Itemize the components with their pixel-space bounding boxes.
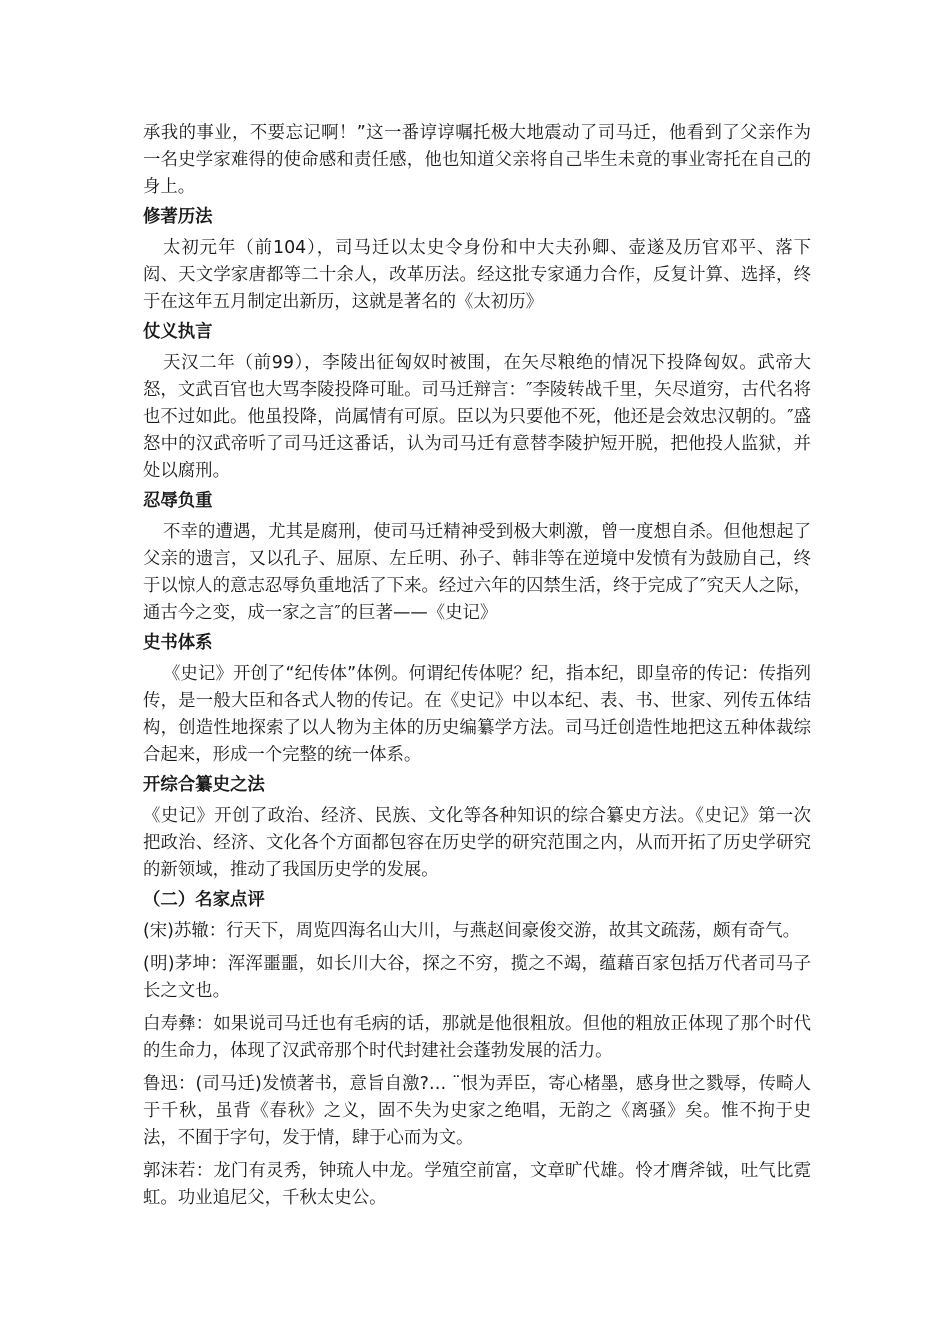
section-body-endurance: 不幸的遭遇，尤其是腐刑，使司马迁精神受到极大刺激，曾一度想自杀。但他想起了父亲的遗言，又以孔子、屈原、左丘明、孙子、韩非等在逆境中发愤有为鼓励自己，终于以惊人的意志忍辱负重地活了下来。经过六年的囚禁生活，终于完成了″究天人之际，通古今之变，成一家之言″的巨著——《史记》 <box>143 522 811 623</box>
reviews-heading: （二）名家点评 <box>143 890 265 910</box>
review-item-su-zhe: (宋)苏辙：行天下，周览四海名山大川，与燕赵间豪俊交游，故其文疏荡，颇有奇气。 <box>143 921 801 941</box>
review-item-mao-kun: (明)茅坤：浑浑噩噩，如长川大谷，探之不穷，揽之不竭，蕴藉百家包括万代者司马子长之文也。 <box>143 954 811 1001</box>
section-body-calendar: 太初元年（前104），司马迁以太史令身份和中大夫孙卿、壶遂及历官邓平、落下闳、天文学家唐都等二十余人，改革历法。经这批专家通力合作，反复计算、选择，终于在这年五月制定出新历，这就是著名的《太初历》 <box>143 238 811 312</box>
section-body-history-system: 《史记》开创了“纪传体”体例。何谓纪传体呢？纪，指本纪，即皇帝的传记：传指列传，是一般大臣和各式人物的传记。在《史记》中以本纪、表、书、世家、列传五体结构，创造性地探索了以人物为主体的历史编纂学方法。司马迁创造性地把这五种体裁综合起来，形成一个完整的统一体系。 <box>143 664 811 765</box>
section-heading-speak-out: 仗义执言 <box>143 322 213 342</box>
section-body-comprehensive-method: 《史记》开创了政治、经济、民族、文化等各种知识的综合纂史方法。《史记》第一次把政治、经济、文化各个方面都包容在历史学的研究范围之内，从而开拓了历史学研究的新领域，推动了我国历史学的发展。 <box>143 806 811 880</box>
section-heading-comprehensive-method: 开综合纂史之法 <box>143 775 265 795</box>
section-body-speak-out: 天汉二年（前99），李陵出征匈奴时被围，在矢尽粮绝的情况下投降匈奴。武帝大怒，文武百官也大骂李陵投降可耻。司马迁辩言：″李陵转战千里，矢尽道穷，古代名将也不过如此。他虽投降，尚属情有可原。臣以为只要他不死，他还是会效忠汉朝的。″盛怒中的汉武帝听了司马迁这番话，认为司马迁有意替李陵护短开脱，把他投人监狱，并处以腐刑。 <box>143 353 811 481</box>
section-heading-endurance: 忍辱负重 <box>143 491 213 511</box>
section-heading-history-system: 史书体系 <box>143 633 213 653</box>
intro-paragraph: 承我的事业，不要忘记啊！”这一番谆谆嘱托极大地震动了司马迁，他看到了父亲作为一名史学家难得的使命感和责任感，他也知道父亲将自己毕生未竟的事业寄托在自己的身上。 <box>143 123 811 197</box>
review-item-guo-moruo: 郭沫若：龙门有灵秀，钟琉人中龙。学殖空前富，文章旷代雄。怜才膺斧钺，吐气比霓虹。功业追尼父，千秋太史公。 <box>143 1161 811 1208</box>
document-page <box>143 120 811 1218</box>
review-item-lu-xun: 鲁迅：(司马迁)发愤著书，意旨自激?… ¨恨为弄臣，寄心楮墨，感身世之戮辱，传畸人于千秋，虽背《春秋》之义，固不失为史家之绝唱，无韵之《离骚》矣。惟不拘于史法，不囿于字句，发于情，肆于心而为文。 <box>143 1074 811 1148</box>
section-heading-calendar: 修著历法 <box>143 207 213 227</box>
review-item-bai-shouyi: 白寿彝：如果说司马迁也有毛病的话，那就是他很粗放。但他的粗放正体现了那个时代的生命力，体现了汉武帝那个时代封建社会蓬勃发展的活力。 <box>143 1014 811 1061</box>
